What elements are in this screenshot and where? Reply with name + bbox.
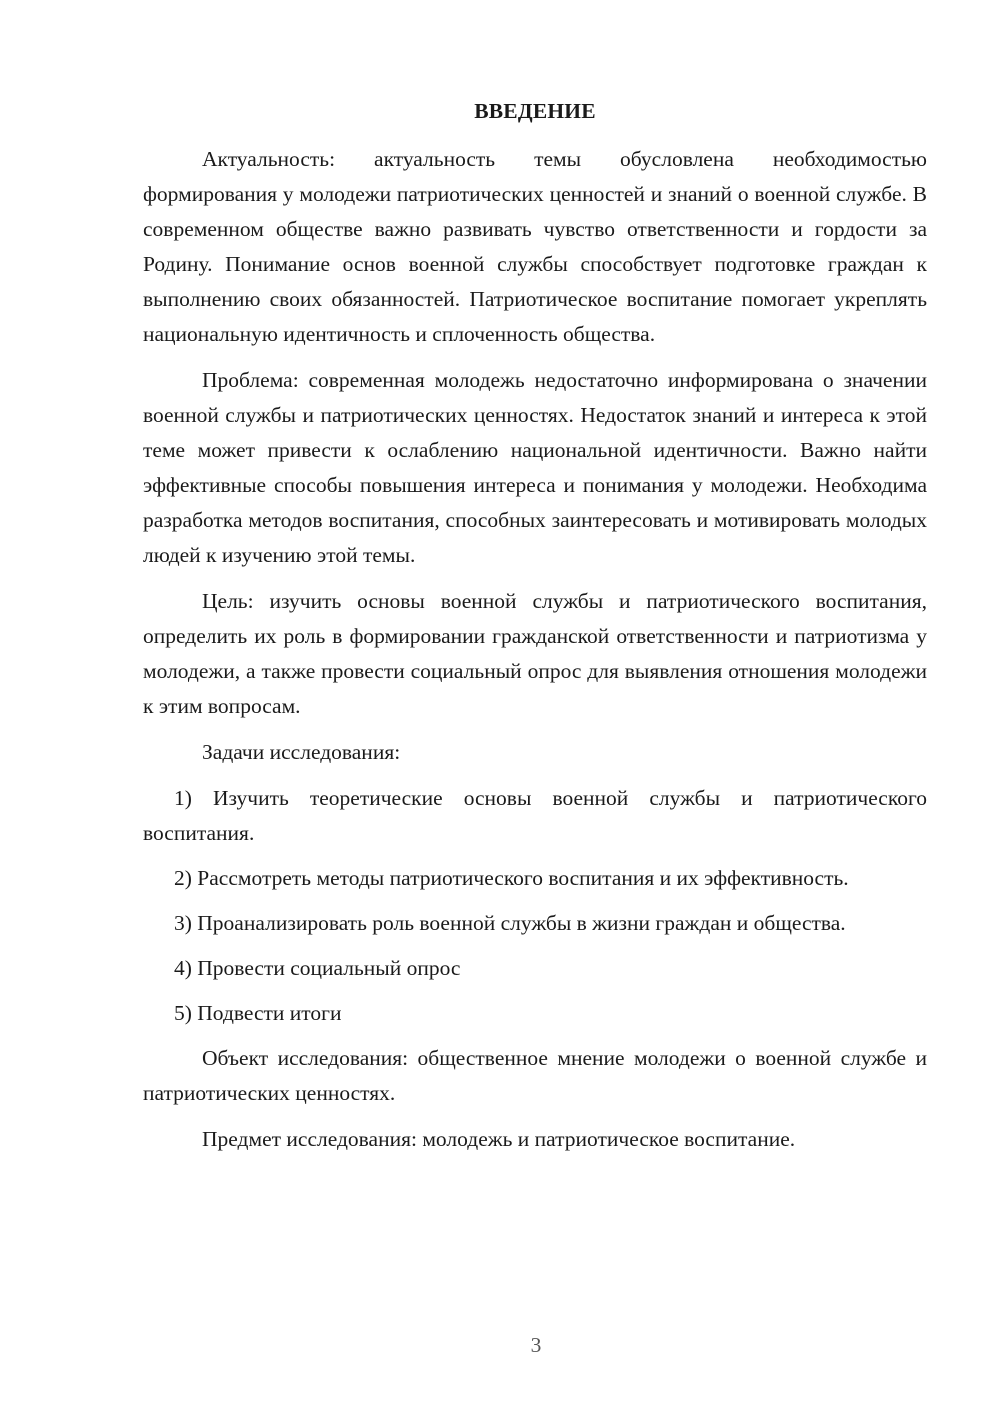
task-item-1: 1) Изучить теоретические основы военной службы и патриотического воспитания. [143, 786, 927, 845]
relevance-paragraph: Актуальность: актуальность темы обусловлена необходимостью формирования у молодежи патриотических ценностей и знаний о военной службе. В современном обществе важно развивать чувство ответственности и гордости за Родину. Понимание основ военной службы способствует подготовке граждан к выполнению своих обязанностей. Патриотическое воспитание помогает укреплять национальную идентичность и сплоченность общества. [143, 147, 927, 346]
document-page [143, 94, 927, 1168]
task-item-5: 5) Подвести итоги [174, 1001, 342, 1025]
object-paragraph: Объект исследования: общественное мнение молодежи о военной службе и патриотических ценностях. [143, 1046, 927, 1105]
section-heading: ВВЕДЕНИЕ [474, 99, 596, 123]
task-item-2: 2) Рассмотреть методы патриотического воспитания и их эффективность. [174, 866, 849, 890]
problem-paragraph: Проблема: современная молодежь недостаточно информирована о значении военной службы и патриотических ценностях. Недостаток знаний и интереса к этой теме может привести к ослаблению национальной идентичности. Важно найти эффективные способы повышения интереса и понимания у молодежи. Необходима разработка методов воспитания, способных заинтересовать и мотивировать молодых людей к изучению этой темы. [143, 368, 927, 567]
task-item-4: 4) Провести социальный опрос [174, 956, 461, 980]
tasks-title: Задачи исследования: [202, 740, 401, 764]
page-number: 3 [530, 1333, 542, 1357]
subject-paragraph: Предмет исследования: молодежь и патриотическое воспитание. [202, 1127, 796, 1151]
task-item-3: 3) Проанализировать роль военной службы в жизни граждан и общества. [174, 911, 846, 935]
goal-paragraph: Цель: изучить основы военной службы и патриотического воспитания, определить их роль в формировании гражданской ответственности и патриотизма у молодежи, а также провести социальный опрос для выявления отношения молодежи к этим вопросам. [143, 589, 927, 718]
